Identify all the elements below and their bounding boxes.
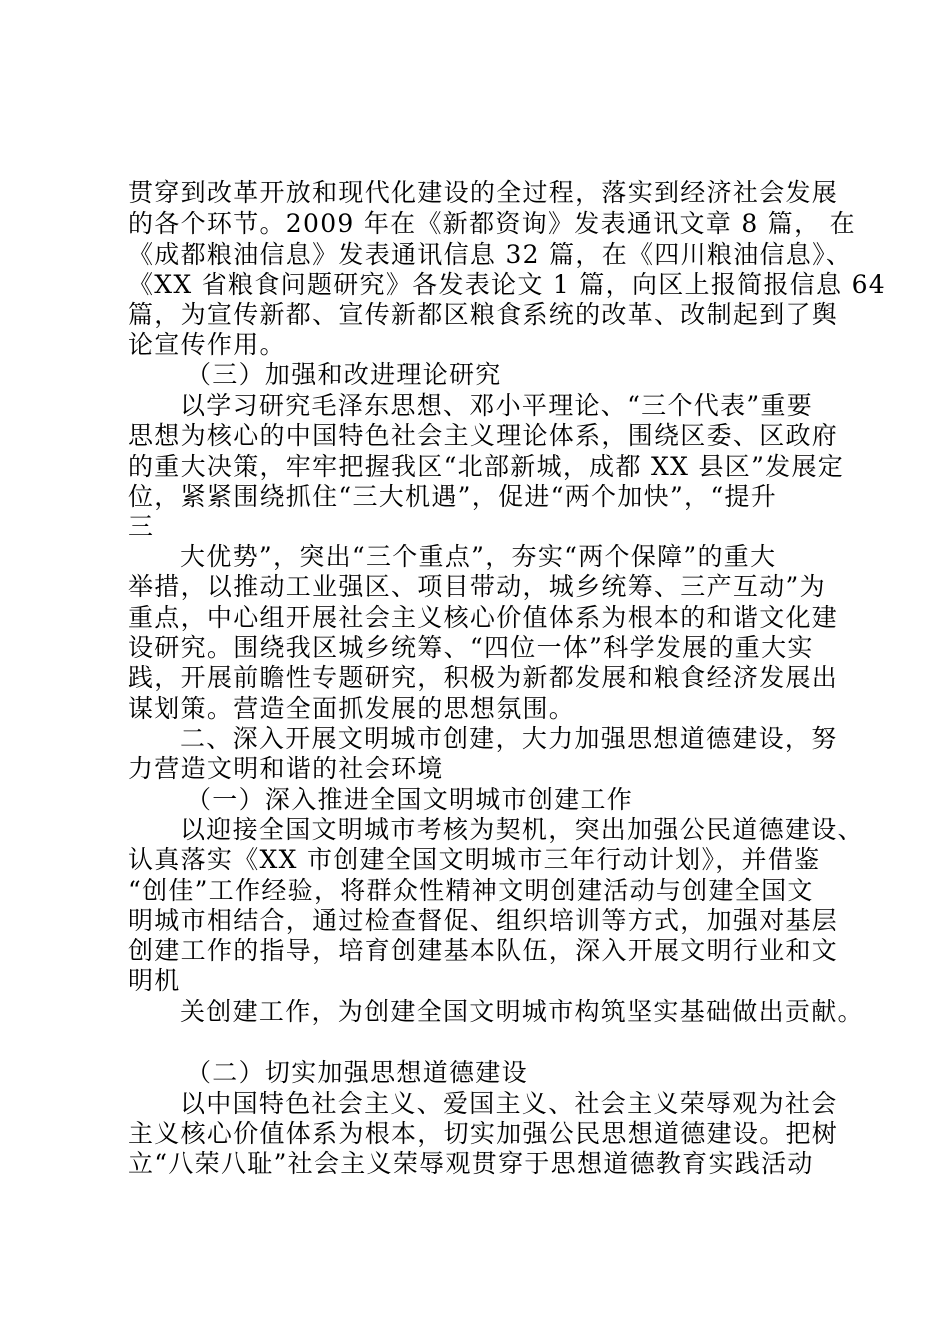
text-line: 思想为核心的中国特色社会主义理论体系，围绕区委、区政府 [128, 421, 839, 450]
text-line: 篇，为宣传新都、宣传新都区粮食系统的改革、改制起到了舆 [128, 300, 839, 329]
text-line: 论宣传作用。 [128, 330, 286, 359]
text-line: 主义核心价值体系为根本，切实加强公民思想道德建设。把树 [128, 1119, 839, 1148]
section-heading: （一）深入推进全国文明城市创建工作 [186, 785, 634, 814]
text-line: 三 [128, 512, 155, 541]
text-line: 创建工作的指导，培育创建基本队伍，深入开展文明行业和文 [128, 936, 839, 965]
section-heading: （三）加强和改进理论研究 [186, 360, 502, 389]
text-line: 贯穿到改革开放和现代化建设的全过程，落实到经济社会发展 [128, 178, 839, 207]
text-line: 以学习研究毛泽东思想、邓小平理论、“三个代表”重要 [180, 391, 814, 420]
text-line: 明机 [128, 966, 181, 995]
text-line: 《成都粮油信息》发表通讯信息 32 篇，在《四川粮油信息》、 [128, 240, 853, 269]
text-line: 以迎接全国文明城市考核为契机，突出加强公民道德建设、 [180, 815, 864, 844]
section-heading: 力营造文明和谐的社会环境 [128, 754, 444, 783]
text-line: 关创建工作，为创建全国文明城市构筑坚实基础做出贡献。 [180, 997, 864, 1026]
text-line: 以中国特色社会主义、爱国主义、社会主义荣辱观为社会 [180, 1089, 838, 1118]
text-line: 认真落实《XX 市创建全国文明城市三年行动计划》，并借鉴 [128, 845, 821, 874]
text-line: 明城市相结合，通过检查督促、组织培训等方式，加强对基层 [128, 906, 839, 935]
text-line: 的各个环节。2009 年在《新都资询》发表通讯文章 8 篇， 在 [128, 209, 856, 238]
section-heading: （二）切实加强思想道德建设 [186, 1058, 528, 1087]
text-line: 践，开展前瞻性专题研究，积极为新都发展和粮食经济发展出 [128, 663, 839, 692]
text-line: 立“八荣八耻”社会主义荣辱观贯穿于思想道德教育实践活动 [128, 1149, 814, 1178]
text-line: 的重大决策，牢牢把握我区“北部新城，成都 XX 县区”发展定 [128, 452, 845, 481]
text-line: 谋划策。营造全面抓发展的思想氛围。 [128, 694, 576, 723]
text-line: “创佳”工作经验，将群众性精神文明创建活动与创建全国文 [128, 876, 814, 905]
text-line: 举措，以推动工业强区、项目带动，城乡统筹、三产互动”为 [128, 572, 826, 601]
text-line: 位，紧紧围绕抓住“三大机遇”，促进“两个加快”，“提升 [128, 482, 778, 511]
text-line: 设研究。围绕我区城乡统筹、“四位一体”科学发展的重大实 [128, 633, 814, 662]
section-heading: 二、深入开展文明城市创建，大力加强思想道德建设，努 [180, 724, 838, 753]
text-line: 重点，中心组开展社会主义核心价值体系为根本的和谐文化建 [128, 603, 839, 632]
text-line: 大优势”，突出“三个重点”，夯实“两个保障”的重大 [180, 542, 777, 571]
text-line: 《XX 省粮食问题研究》各发表论文 1 篇，向区上报简报信息 64 [128, 270, 887, 299]
